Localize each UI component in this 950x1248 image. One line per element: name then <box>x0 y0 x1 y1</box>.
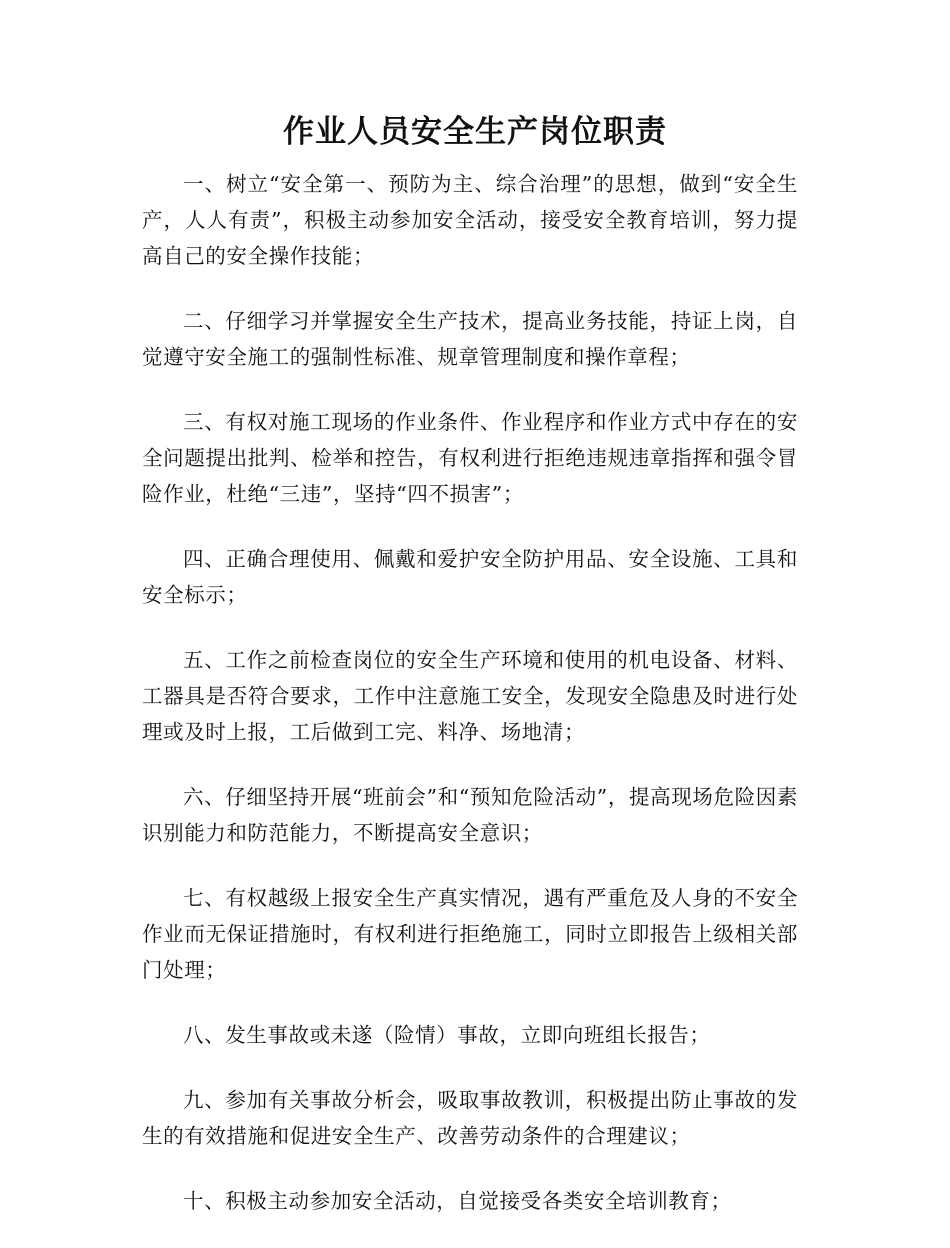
paragraph-2: 二、仔细学习并掌握安全生产技术，提高业务技能，持证上岗，自觉遵守安全施工的强制性标准、规章管理制度和操作章程； <box>142 309 798 369</box>
paragraph-5: 五、工作之前检查岗位的安全生产环境和使用的机电设备、材料、工器具是否符合要求，工作中注意施工安全，发现安全隐患及时进行处理或及时上报，工后做到工完、料净、场地清； <box>142 648 798 744</box>
paragraph-7: 七、有权越级上报安全生产真实情况，遇有严重危及人身的不安全作业而无保证措施时，有权利进行拒绝施工，同时立即报告上级相关部门处理； <box>142 886 798 982</box>
paragraph-10: 十、积极主动参加安全活动，自觉接受各类安全培训教育； <box>183 1189 732 1213</box>
paragraph-1: 一、树立“安全第一、预防为主、综合治理”的思想，做到“安全生产，人人有责”，积极主动参加安全活动，接受安全教育培训，努力提高自己的安全操作技能； <box>142 172 798 268</box>
paragraph-8: 八、发生事故或未遂（险情）事故，立即向班组长报告； <box>183 1023 711 1047</box>
document-title: 作业人员安全生产岗位职责 <box>283 114 667 150</box>
paragraph-3: 三、有权对施工现场的作业条件、作业程序和作业方式中存在的安全问题提出批判、检举和控告，有权利进行拒绝违规违章指挥和强令冒险作业，杜绝“三违”，坚持“四不损害”； <box>142 410 798 506</box>
document-body <box>142 166 798 1248</box>
paragraph-6: 六、仔细坚持开展“班前会”和“预知危险活动”，提高现场危险因素识别能力和防范能力，不断提高安全意识； <box>142 785 798 845</box>
paragraph-4: 四、正确合理使用、佩戴和爱护安全防护用品、安全设施、工具和安全标示； <box>142 547 798 607</box>
paragraph-9: 九、参加有关事故分析会，吸取事故教训，积极提出防止事故的发生的有效措施和促进安全生产、改善劳动条件的合理建议； <box>142 1088 798 1148</box>
